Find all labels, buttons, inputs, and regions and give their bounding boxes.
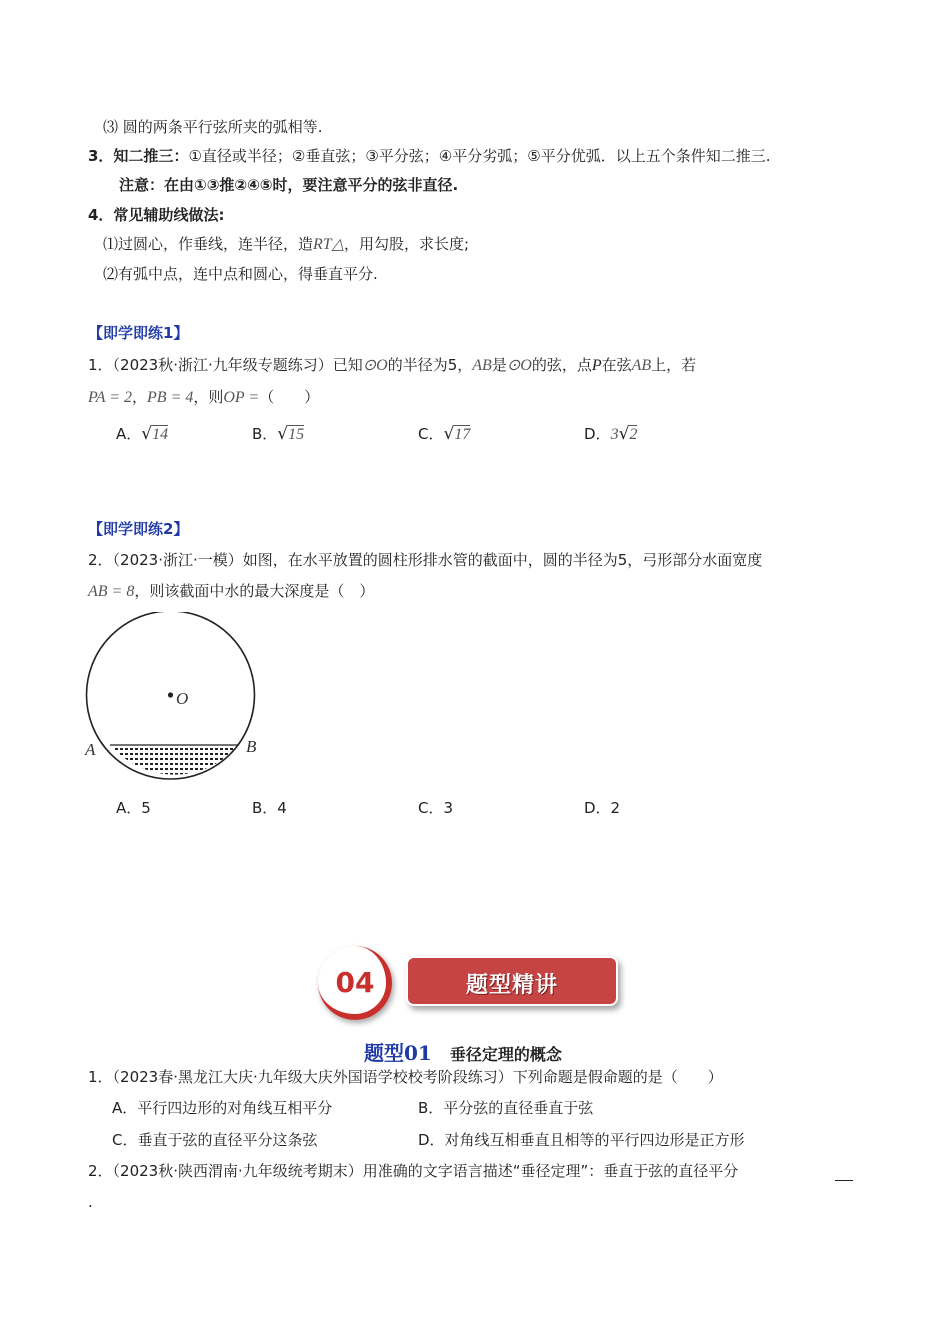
practice-2-heading: 【即学即练2】 <box>88 520 189 538</box>
sqrt-icon: √ <box>277 424 289 444</box>
practice-1-question <box>88 355 696 376</box>
answer-paren: （ ） <box>259 388 320 406</box>
practice-2-question <box>88 550 762 570</box>
aux-line-1-a: ⑴过圆心，作垂线，连半径，造 <box>103 235 314 253</box>
option-c[interactable] <box>418 424 470 445</box>
option-d[interactable] <box>584 424 637 445</box>
section-banner <box>318 944 628 1024</box>
option-a[interactable]: A．平行四边形的对角线互相平分 <box>112 1099 333 1117</box>
q-text: （2023·浙江·一模）如图，在水平放置的圆柱形排水管的截面中，圆的半径为5，弓形部分水面宽度 <box>112 551 763 569</box>
radicand: 17 <box>454 426 471 443</box>
banner-number: 04 <box>335 966 375 999</box>
option-a[interactable] <box>116 424 168 445</box>
option-letter: B． <box>252 425 278 443</box>
option-a[interactable]: A．5 <box>116 799 151 817</box>
coef: 3 <box>610 426 619 443</box>
section-label: 题型01 <box>364 1041 432 1065</box>
banner-title: 题型精讲 <box>465 973 558 998</box>
rt-triangle: RT△ <box>313 236 344 253</box>
note-text: 注意：在由①③推②④⑤时，要注意平分的弦非直径. <box>119 176 459 194</box>
q-text: （2023秋·陕西渭南·九年级统考期末）用准确的文字语言描述“垂径定理”：垂直于弦的直径平分 <box>112 1162 739 1180</box>
center-point <box>168 692 173 697</box>
circle-o-symbol-2: ⊙O <box>506 357 532 374</box>
practice-1-question-2 <box>88 387 319 408</box>
sqrt-icon: √ <box>618 424 630 444</box>
pa-value: PA = 2 <box>88 389 132 406</box>
item-3 <box>88 146 770 166</box>
pb-value: PB = 4 <box>147 389 194 406</box>
option-letter: D． <box>584 425 611 443</box>
option-d[interactable]: D．对角线互相垂直且相等的平行四边形是正方形 <box>418 1131 745 1149</box>
q-num: 1． <box>88 356 113 374</box>
sqrt-icon: √ <box>141 424 153 444</box>
ab-equals: AB = 8 <box>88 583 135 600</box>
label-a: A <box>85 740 96 759</box>
point-p: P <box>591 357 602 374</box>
q-then: ，则 <box>193 388 224 406</box>
aux-line-2: ⑵有弧中点，连中点和圆心，得垂直平分. <box>103 265 378 283</box>
q-num: 2． <box>88 551 113 569</box>
practice-1-heading: 【即学即练1】 <box>88 324 189 342</box>
chord-ab-2: AB <box>631 357 652 374</box>
radicand: 15 <box>288 426 305 443</box>
type1-question-1 <box>88 1067 723 1087</box>
circle-o-symbol: ⊙O <box>362 357 388 374</box>
q-part-c: 的弦，点 <box>531 356 592 374</box>
aux-line-1-b: ，用勾股，求长度; <box>344 235 470 253</box>
q-num: 1． <box>88 1068 113 1086</box>
radicand: 2 <box>629 426 638 443</box>
q-part-a: 的半径为5， <box>387 356 473 374</box>
aux-line-1 <box>103 234 469 255</box>
q-source: （2023秋·浙江·九年级专题练习）已知 <box>112 356 363 374</box>
item-3-label: 3．知二推三： <box>88 147 189 165</box>
q-text: （2023春·黑龙江大庆·九年级大庆外国语学校校考阶段练习）下列命题是假命题的是（ ） <box>112 1068 723 1086</box>
q-part-b: 是 <box>491 356 507 374</box>
option-b[interactable]: B．平分弦的直径垂直于弦 <box>418 1099 594 1117</box>
op-expr: OP = <box>223 389 260 406</box>
q-text-2: ，则该截面中水的最大深度是（ ） <box>134 582 375 600</box>
section-heading <box>364 1040 562 1068</box>
option-letter: C． <box>418 425 444 443</box>
q-part-e: 上，若 <box>651 356 697 374</box>
q-num: 2． <box>88 1162 113 1180</box>
theory-line-3: ⑶ 圆的两条平行弦所夹的弧相等. <box>103 118 323 136</box>
practice-2-question-2 <box>88 581 374 602</box>
item-4-label: 4．常见辅助线做法: <box>88 206 225 224</box>
radicand: 14 <box>152 426 169 443</box>
label-o: O <box>176 689 189 708</box>
sqrt-icon: √ <box>443 424 455 444</box>
section-title: 垂径定理的概念 <box>449 1045 562 1064</box>
pipe-cross-section-figure <box>80 612 280 792</box>
label-b: B <box>246 737 257 756</box>
option-letter: A． <box>116 425 142 443</box>
option-b[interactable] <box>252 424 304 445</box>
item-3-text: ①直径或半径；②垂直弦；③平分弦；④平分劣弧；⑤平分优弧．以上五个条件知二推三. <box>188 147 771 165</box>
option-b[interactable]: B．4 <box>252 799 287 817</box>
banner-number-badge <box>318 946 392 1020</box>
option-c[interactable]: C．垂直于弦的直径平分这条弦 <box>112 1131 318 1149</box>
answer-blank[interactable] <box>835 1180 853 1181</box>
q-part-d: 在弦 <box>601 356 632 374</box>
q2-period: . <box>88 1193 93 1211</box>
comma: ， <box>132 388 148 406</box>
chord-ab: AB <box>472 357 492 374</box>
option-c[interactable]: C．3 <box>418 799 454 817</box>
banner-title-box <box>406 956 618 1006</box>
option-d[interactable]: D．2 <box>584 799 621 817</box>
type1-question-2 <box>88 1161 738 1181</box>
